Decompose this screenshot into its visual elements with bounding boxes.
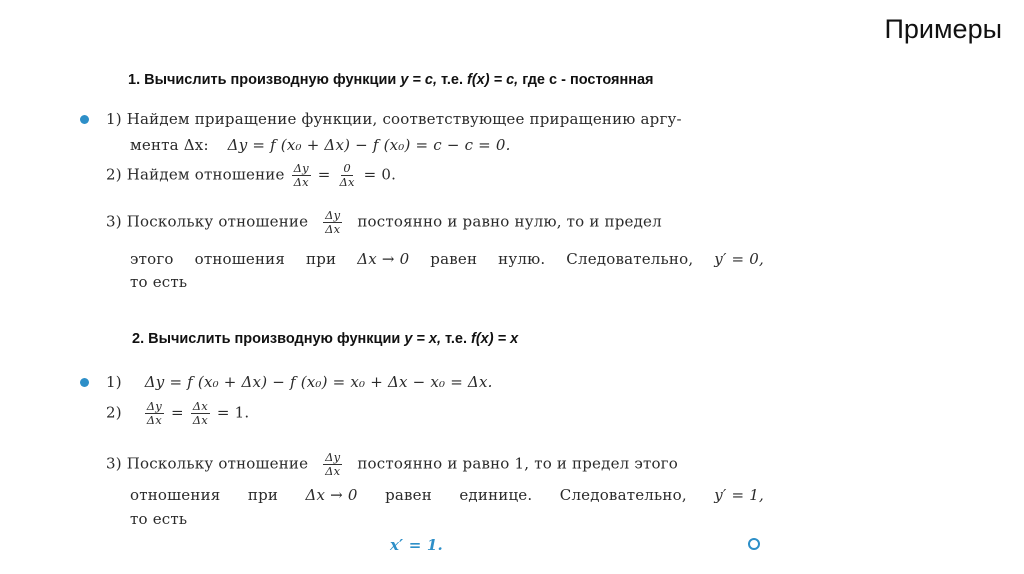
example2-step2-frac2 bbox=[191, 400, 210, 427]
equals-sign: = bbox=[170, 403, 184, 422]
limit-expression: Δx → 0 bbox=[357, 250, 410, 268]
example2-task-fx: f(x) = x bbox=[471, 331, 519, 347]
example2-step1-formula: Δy = f (x₀ + Δx) − f (x₀) = x₀ + Δx − x₀ = Δx. bbox=[144, 373, 493, 391]
frac-numerator: Δy bbox=[325, 450, 341, 464]
example2-step2-result: = 1. bbox=[216, 403, 250, 422]
example1-task bbox=[128, 72, 654, 88]
example2-task-prefix: 2. Вычислить производную функции bbox=[132, 331, 405, 347]
word: равен bbox=[385, 486, 432, 504]
example1-task-mid: т.е. bbox=[437, 72, 468, 88]
example1-step2-text: 2) Найдем отношение bbox=[106, 165, 285, 184]
word: Следовательно, bbox=[566, 250, 694, 268]
bullet-dot bbox=[80, 378, 89, 387]
example1-step3-line3: то есть bbox=[130, 273, 188, 291]
frac-numerator: Δy bbox=[146, 399, 162, 413]
example1-step2-result: = 0. bbox=[363, 165, 397, 184]
frac-denominator: Δx bbox=[325, 222, 341, 236]
example1-step3-line2 bbox=[130, 250, 764, 268]
example1-step2-frac1 bbox=[292, 162, 311, 189]
example2-step3-line1 bbox=[106, 451, 678, 478]
example1-step2-frac2 bbox=[337, 162, 356, 189]
example2-step3-line3: то есть bbox=[130, 510, 188, 528]
example1-step3-text1: 3) Поскольку отношение bbox=[106, 212, 309, 231]
frac-numerator: Δy bbox=[293, 161, 309, 175]
frac-denominator: Δx bbox=[293, 175, 309, 189]
frac-numerator: Δy bbox=[325, 208, 341, 222]
frac-denominator: Δx bbox=[146, 413, 162, 427]
example2-step2-frac1 bbox=[145, 400, 164, 427]
example2-step3-text1: 3) Поскольку отношение bbox=[106, 454, 309, 473]
derivative-result: y′ = 1, bbox=[714, 486, 764, 504]
limit-expression: Δx → 0 bbox=[305, 486, 358, 504]
word: единице. bbox=[459, 486, 533, 504]
equals-sign: = bbox=[317, 165, 331, 184]
example2-task bbox=[132, 331, 518, 347]
word: равен bbox=[430, 250, 478, 268]
example1-step3-frac bbox=[323, 209, 342, 236]
frac-denominator: Δx bbox=[325, 464, 341, 478]
example1-task-suffix: где с - постоянная bbox=[518, 72, 654, 88]
example2-task-fn: y = x, bbox=[404, 331, 441, 347]
frac-numerator: 0 bbox=[343, 161, 351, 175]
slide-title: Примеры bbox=[884, 14, 1002, 44]
word: при bbox=[306, 250, 337, 268]
example2-step3-text2: постоянно и равно 1, то и предел этого bbox=[357, 454, 678, 473]
word: при bbox=[247, 486, 279, 504]
example2-answer: x′ = 1. bbox=[390, 536, 443, 554]
word: этого bbox=[130, 250, 174, 268]
example2-step2 bbox=[106, 400, 249, 427]
example2-step3-line2 bbox=[130, 486, 764, 504]
example1-step2 bbox=[106, 162, 396, 189]
example1-step3-text2: постоянно и равно нулю, то и предел bbox=[357, 212, 662, 231]
frac-numerator: Δx bbox=[192, 399, 208, 413]
word: отношения bbox=[130, 486, 221, 504]
circle-marker-icon bbox=[748, 538, 760, 550]
example2-step2-label: 2) bbox=[106, 403, 122, 422]
frac-denominator: Δx bbox=[339, 175, 355, 189]
example2-step1 bbox=[106, 373, 493, 391]
example1-step1-line2 bbox=[130, 136, 511, 154]
example1-step1-arg: мента Δx: bbox=[130, 136, 209, 154]
example2-step1-label: 1) bbox=[106, 373, 122, 391]
example1-task-prefix: 1. Вычислить производную функции bbox=[128, 72, 401, 88]
example2-task-mid: т.е. bbox=[441, 331, 472, 347]
word: Следовательно, bbox=[559, 486, 687, 504]
word: нулю. bbox=[498, 250, 546, 268]
example1-task-fx: f(x) = c, bbox=[467, 72, 519, 88]
example2-step3-frac bbox=[323, 451, 342, 478]
derivative-result: y′ = 0, bbox=[714, 250, 764, 268]
word: отношения bbox=[194, 250, 286, 268]
frac-denominator: Δx bbox=[192, 413, 208, 427]
example1-task-fn: y = c, bbox=[400, 72, 437, 88]
example1-step1-line1: 1) Найдем приращение функции, соответствующее приращению аргу- bbox=[106, 110, 682, 128]
example1-step3-line1 bbox=[106, 209, 662, 236]
bullet-dot bbox=[80, 115, 89, 124]
example1-step1-formula: Δy = f (x₀ + Δx) − f (x₀) = c − c = 0. bbox=[227, 136, 511, 154]
